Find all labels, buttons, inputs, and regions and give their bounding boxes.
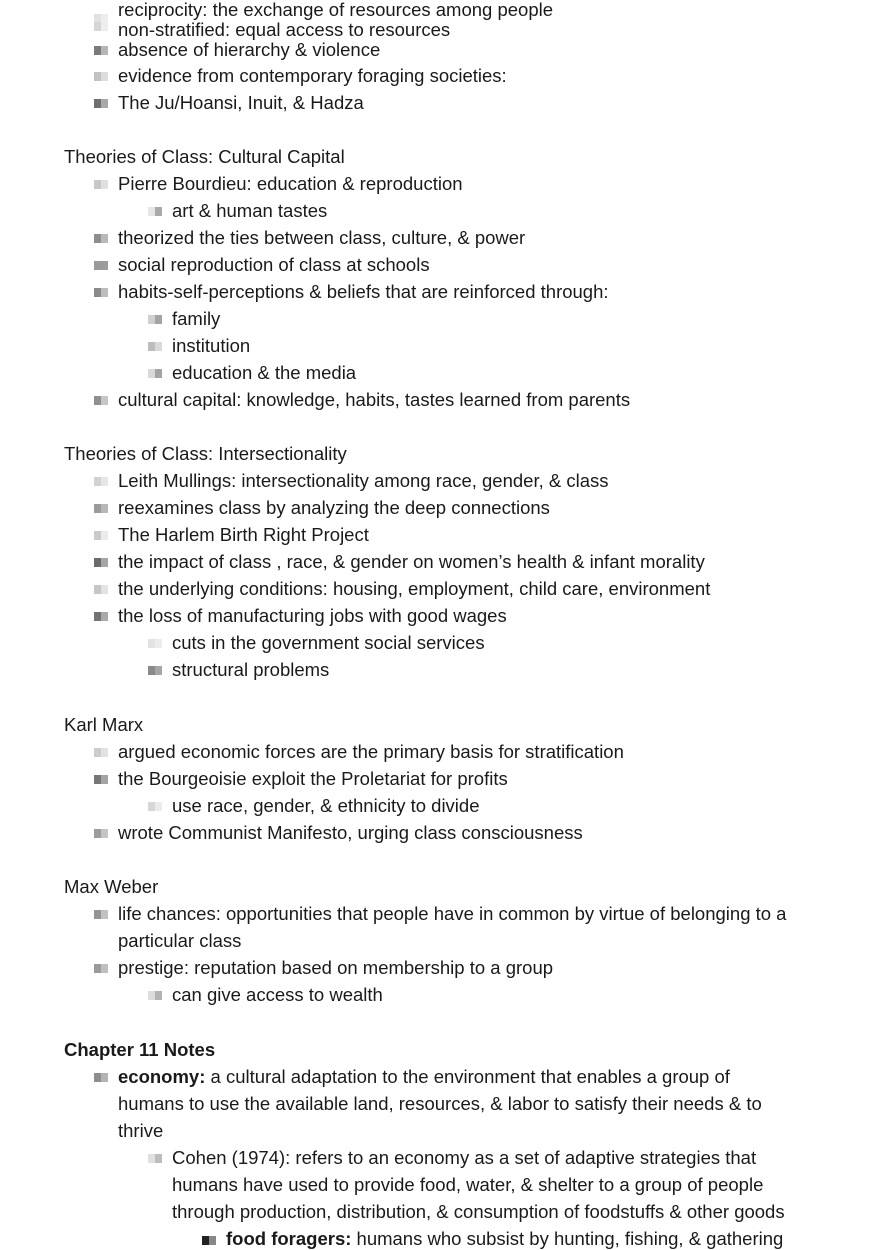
bullet-icon	[94, 261, 108, 270]
section-heading: Theories of Class: Intersectionality	[64, 443, 347, 464]
bullet-icon	[148, 991, 162, 1000]
list-item: the loss of manufacturing jobs with good wages	[118, 605, 507, 626]
bullet-icon	[94, 46, 108, 55]
bullet-icon	[94, 558, 108, 567]
list-item-continued: humans have used to provide food, water, & shelter to a group of people	[172, 1174, 764, 1195]
list-item: reciprocity: the exchange of resources among people	[118, 0, 554, 20]
bullet-icon	[94, 288, 108, 297]
list-item: social reproduction of class at schools	[118, 254, 430, 275]
list-item: wrote Communist Manifesto, urging class consciousness	[118, 822, 583, 843]
chapter-heading: Chapter 11 Notes	[64, 1039, 216, 1060]
bullet-icon	[94, 531, 108, 540]
list-item: Pierre Bourdieu: education & reproduction	[118, 173, 463, 194]
list-item: habits-self-perceptions & beliefs that are reinforced through:	[118, 281, 609, 302]
bullet-icon	[94, 99, 108, 108]
list-item: use race, gender, & ethnicity to divide	[172, 795, 480, 816]
list-item: The Harlem Birth Right Project	[118, 524, 369, 545]
bullet-icon	[94, 775, 108, 784]
list-item: Cohen (1974): refers to an economy as a set of adaptive strategies that	[172, 1147, 757, 1168]
bullet-icon	[148, 666, 162, 675]
list-item-continued: humans to use the available land, resources, & labor to satisfy their needs & to	[118, 1093, 762, 1114]
section-heading: Karl Marx	[64, 714, 144, 735]
bullet-icon	[148, 802, 162, 811]
bullet-icon	[148, 1154, 162, 1163]
bullet-icon	[94, 22, 108, 31]
list-item: The Ju/Hoansi, Inuit, & Hadza	[118, 92, 364, 113]
list-item: non-stratified: equal access to resources	[118, 19, 451, 40]
list-item: institution	[172, 335, 251, 356]
bullet-icon	[94, 396, 108, 405]
bullet-icon	[148, 639, 162, 648]
list-item: theorized the ties between class, culture, & power	[118, 227, 526, 248]
bullet-icon	[94, 612, 108, 621]
bullet-icon	[94, 180, 108, 189]
bullet-icon	[148, 315, 162, 324]
bullet-icon	[94, 504, 108, 513]
bullet-icon	[94, 477, 108, 486]
list-item: prestige: reputation based on membership to a group	[118, 957, 554, 978]
list-item: evidence from contemporary foraging societies:	[118, 65, 507, 86]
list-item: argued economic forces are the primary basis for stratification	[118, 741, 624, 762]
list-item: the underlying conditions: housing, employment, child care, environment	[118, 578, 711, 599]
list-item: the Bourgeoisie exploit the Proletariat for profits	[118, 768, 508, 789]
bullet-icon	[148, 369, 162, 378]
list-item: cultural capital: knowledge, habits, tastes learned from parents	[118, 389, 631, 410]
term-definition: humans who subsist by hunting, fishing, & gathering	[351, 1228, 784, 1249]
list-item: the impact of class , race, & gender on women’s health & infant morality	[118, 551, 705, 572]
list-item: life chances: opportunities that people have in common by virtue of belonging to a	[118, 903, 787, 924]
term-bold: economy:	[118, 1066, 206, 1087]
bullet-icon	[94, 1073, 108, 1082]
bullet-icon	[148, 342, 162, 351]
list-item-continued: particular class	[118, 930, 242, 951]
list-item: family	[172, 308, 221, 329]
bullet-icon	[94, 829, 108, 838]
term-bold: food foragers:	[226, 1228, 352, 1249]
term-definition: a cultural adaptation to the environment that enables a group of	[205, 1066, 730, 1087]
bullet-icon	[148, 207, 162, 216]
bullet-icon	[202, 1236, 216, 1245]
bullet-icon	[94, 234, 108, 243]
list-item: can give access to wealth	[172, 984, 383, 1005]
list-item: cuts in the government social services	[172, 632, 485, 653]
list-item: education & the media	[172, 362, 357, 383]
list-item-continued: thrive	[118, 1120, 164, 1141]
list-item: reexamines class by analyzing the deep connections	[118, 497, 550, 518]
bullet-icon	[94, 964, 108, 973]
list-item: structural problems	[172, 659, 330, 680]
list-item: absence of hierarchy & violence	[118, 39, 381, 60]
list-item: art & human tastes	[172, 200, 328, 221]
bullet-icon	[94, 72, 108, 81]
section-heading: Max Weber	[64, 876, 159, 897]
bullet-icon	[94, 910, 108, 919]
list-item	[118, 1066, 730, 1088]
list-item: Leith Mullings: intersectionality among race, gender, & class	[118, 470, 609, 491]
bullet-icon	[94, 748, 108, 757]
section-heading: Theories of Class: Cultural Capital	[64, 146, 345, 167]
list-item-continued: through production, distribution, & consumption of foodstuffs & other goods	[172, 1201, 785, 1222]
bullet-icon	[94, 585, 108, 594]
